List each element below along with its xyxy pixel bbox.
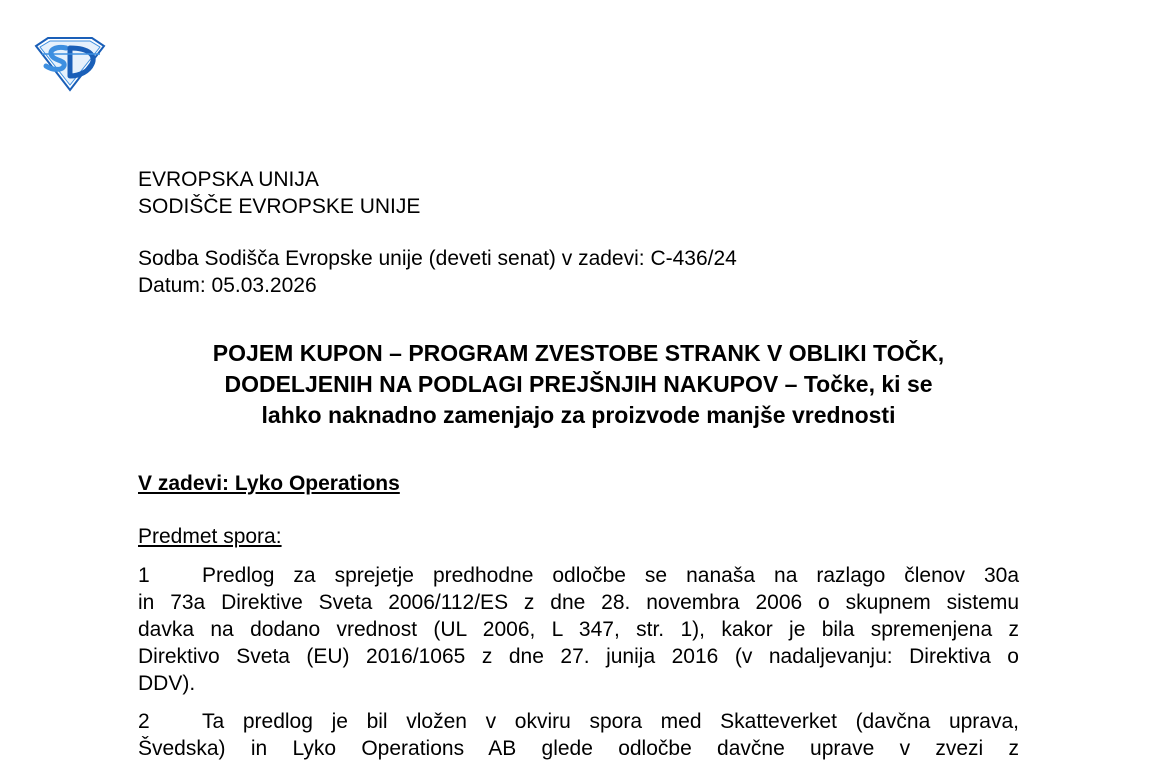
paragraph-2 xyxy=(138,708,1019,762)
judgment-date: Datum: 05.03.2026 xyxy=(138,274,317,297)
paragraph-line: Direktivo Sveta (EU) 2016/1065 z dne 27. junija 2016 (v nadaljevanju: Direktiva o xyxy=(138,645,1019,668)
union-name: EVROPSKA UNIJA xyxy=(138,168,319,191)
court-emblem-icon xyxy=(34,36,106,92)
title-line-1: POJEM KUPON – PROGRAM ZVESTOBE STRANK V OBLIKI TOČK, xyxy=(212,340,945,366)
document-title xyxy=(138,338,1019,431)
paragraph-line: davka na dodano vrednost (UL 2006, L 347, str. 1), kakor je bila spremenjena z xyxy=(138,618,1019,641)
dispute-heading: Predmet spora: xyxy=(138,525,282,548)
case-subject: V zadevi: Lyko Operations xyxy=(138,472,400,495)
title-line-3: lahko naknadno zamenjajo za proizvode manjše vrednosti xyxy=(261,402,896,428)
judgment-reference: Sodba Sodišča Evropske unije (deveti senat) v zadevi: C-436/24 xyxy=(138,247,737,270)
paragraph-line xyxy=(138,562,1019,589)
paragraph-number: 2 xyxy=(138,710,150,733)
paragraph-line: DDV). xyxy=(138,672,196,695)
court-name: SODIŠČE EVROPSKE UNIJE xyxy=(138,195,421,218)
paragraph-line xyxy=(138,708,1019,735)
paragraph-line: in 73a Direktive Sveta 2006/112/ES z dne 28. novembra 2006 o skupnem sistemu xyxy=(138,591,1019,614)
paragraph-text: Predlog za sprejetje predhodne odločbe se nanaša na razlago členov 30a xyxy=(202,564,1019,587)
court-header xyxy=(138,166,420,220)
paragraph-text: Ta predlog je bil vložen v okviru spora med Skatteverket (davčna uprava, xyxy=(202,710,1019,733)
case-info xyxy=(138,245,737,299)
paragraph-number: 1 xyxy=(138,564,150,587)
paragraph-1 xyxy=(138,562,1019,697)
paragraph-line: Švedska) in Lyko Operations AB glede odločbe davčne uprave v zvezi z xyxy=(138,737,1019,760)
title-line-2: DODELJENIH NA PODLAGI PREJŠNJIH NAKUPOV – Točke, ki se xyxy=(224,371,933,397)
